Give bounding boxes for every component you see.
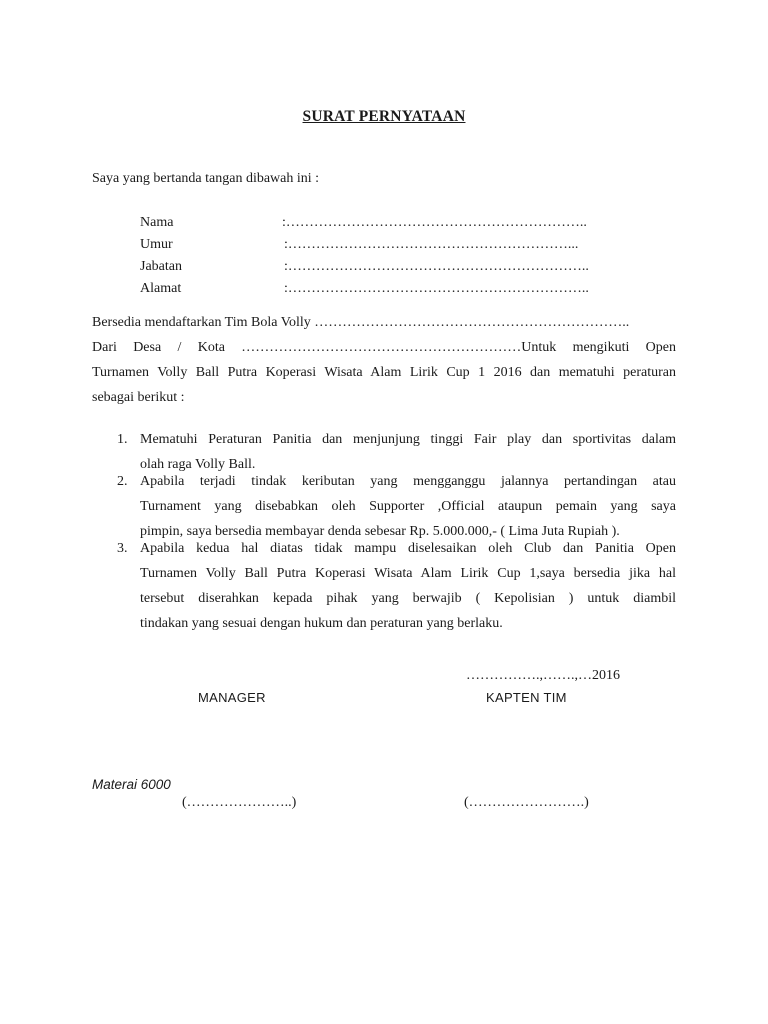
field-value-nama: :……………………………………………………….. (282, 215, 587, 230)
list-item-1-line-1: Mematuhi Peraturan Panitia dan menjunjung tinggi Fair play dan sportivitas dalam (140, 432, 676, 447)
list-item-3-line-2: Turnamen Volly Ball Putra Koperasi Wisata Alam Lirik Cup 1,saya bersedia jika hal (140, 566, 676, 581)
date-line: …………….,…….,…2016 (466, 668, 620, 683)
list-item-1-line-2: olah raga Volly Ball. (140, 457, 256, 472)
list-item-3-line-1: Apabila kedua hal diatas tidak mampu diselesaikan oleh Club dan Panitia Open (140, 541, 676, 556)
list-item-3-line-3: tersebut diserahkan kepada pihak yang berwajib ( Kepolisian ) untuk diambil (140, 591, 676, 606)
document-title: SURAT PERNYATAAN (302, 108, 466, 125)
list-number: 2. (117, 474, 128, 489)
field-label-alamat: Alamat (140, 281, 182, 296)
field-value-alamat: :……………………………………………………….. (284, 281, 589, 296)
list-item-2-line-3: pimpin, saya bersedia membayar denda sebesar Rp. 5.000.000,- ( Lima Juta Rupiah ). (140, 524, 620, 539)
register-line: Bersedia mendaftarkan Tim Bola Volly ………………………………………………………….. (92, 315, 630, 330)
paragraph-line-3: sebagai berikut : (92, 390, 185, 405)
manager-signature-line: (…………………..) (182, 795, 297, 810)
list-number: 3. (117, 541, 128, 556)
manager-label: MANAGER (198, 690, 266, 705)
field-label-nama: Nama (140, 215, 174, 230)
stamp-label: Materai 6000 (92, 777, 171, 792)
paragraph-line-1: Dari Desa / Kota ……………………………………………………Untuk mengikuti Open (92, 340, 676, 355)
list-item-2-line-2: Turnament yang disebabkan oleh Supporter ,Official ataupun pemain yang saya (140, 499, 676, 514)
list-item-2-line-1: Apabila terjadi tindak keributan yang mengganggu jalannya pertandingan atau (140, 474, 676, 489)
captain-signature-line: (…………………….) (464, 795, 589, 810)
intro-text: Saya yang bertanda tangan dibawah ini : (92, 171, 320, 186)
field-value-umur: :……………………………………………………... (284, 237, 579, 252)
field-label-umur: Umur (140, 237, 173, 252)
captain-label: KAPTEN TIM (486, 690, 567, 705)
list-item-3-line-4: tindakan yang sesuai dengan hukum dan peraturan yang berlaku. (140, 616, 503, 631)
field-value-jabatan: :……………………………………………………….. (284, 259, 589, 274)
paragraph-line-2: Turnamen Volly Ball Putra Koperasi Wisata Alam Lirik Cup 1 2016 dan mematuhi peraturan (92, 365, 676, 380)
list-number: 1. (117, 432, 128, 447)
field-label-jabatan: Jabatan (140, 259, 182, 274)
